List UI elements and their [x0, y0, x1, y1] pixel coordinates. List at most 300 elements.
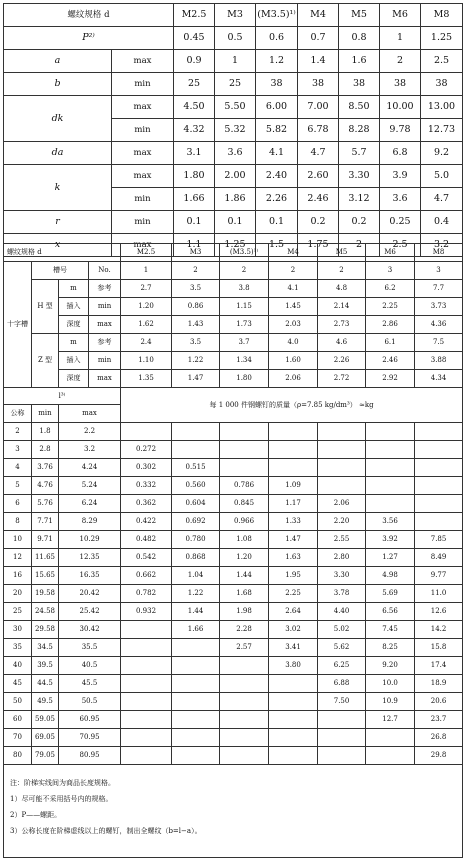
recess-value: 2.4: [121, 334, 172, 352]
value-cell: 1.66: [174, 188, 215, 211]
mass-value: [318, 459, 366, 477]
recess-row: [4, 370, 463, 388]
recess-value: 4.8: [318, 280, 366, 298]
length-max: 70.95: [59, 729, 121, 747]
slot-value: 2: [318, 262, 366, 280]
value-cell: 6.00: [256, 96, 298, 119]
mass-value: 5.62: [318, 639, 366, 657]
mass-value: 0.782: [121, 585, 172, 603]
mass-value: 8.25: [366, 639, 415, 657]
param-unit: min: [112, 119, 174, 142]
mass-value: 1.63: [269, 549, 318, 567]
value-cell: 1.80: [174, 165, 215, 188]
header-size: M8: [421, 4, 463, 27]
value-cell: 0.7: [298, 27, 339, 50]
value-cell: 2: [339, 234, 380, 257]
length-nominal: 40: [4, 657, 32, 675]
recess-value: 1.34: [220, 352, 269, 370]
recess-value: 1.43: [172, 316, 220, 334]
mass-value: 9.20: [366, 657, 415, 675]
mass-value: 0.542: [121, 549, 172, 567]
value-cell: 1.86: [215, 188, 256, 211]
value-cell: 38: [380, 73, 421, 96]
mass-value: 3.80: [269, 657, 318, 675]
header-size: M5: [339, 4, 380, 27]
param-symbol: a: [4, 50, 112, 73]
header-size: M2.5: [174, 4, 215, 27]
recess-value: 4.1: [269, 280, 318, 298]
mass-value: 9.77: [415, 567, 463, 585]
value-cell: 5.82: [256, 119, 298, 142]
value-cell: 4.32: [174, 119, 215, 142]
recess-value: 3.5: [172, 334, 220, 352]
length-min: 1.8: [32, 423, 59, 441]
mass-value: [269, 711, 318, 729]
value-cell: 1.4: [298, 50, 339, 73]
length-min: 15.65: [32, 567, 59, 585]
length-max: 2.2: [59, 423, 121, 441]
value-cell: 38: [421, 73, 463, 96]
mass-value: [269, 729, 318, 747]
table-row: [4, 27, 463, 50]
recess-value: 2.73: [318, 316, 366, 334]
value-cell: 0.6: [256, 27, 298, 50]
value-cell: 0.2: [339, 211, 380, 234]
recess-type: H 型: [32, 280, 59, 334]
length-nominal: 50: [4, 693, 32, 711]
mass-value: [172, 675, 220, 693]
value-cell: 2: [380, 50, 421, 73]
mass-value: [172, 729, 220, 747]
mass-value: 5.02: [318, 621, 366, 639]
mass-value: 0.932: [121, 603, 172, 621]
recess-value: 4.34: [415, 370, 463, 388]
recess-row: [4, 334, 463, 352]
mass-value: 1.33: [269, 513, 318, 531]
mass-value: 0.560: [172, 477, 220, 495]
length-max: 4.24: [59, 459, 121, 477]
value-cell: 1.1: [174, 234, 215, 257]
recess-value: 1.47: [172, 370, 220, 388]
param-unit: min: [112, 73, 174, 96]
mass-value: [121, 729, 172, 747]
recess-value: 4.0: [269, 334, 318, 352]
mass-value: 0.302: [121, 459, 172, 477]
recess-qual: 参考: [89, 334, 121, 352]
slot-value: 2: [172, 262, 220, 280]
recess-value: 0.86: [172, 298, 220, 316]
slot-label: 槽号: [32, 262, 89, 280]
mass-value: 12.6: [415, 603, 463, 621]
mass-value: [172, 693, 220, 711]
value-cell: 4.7: [421, 188, 463, 211]
length-nominal: 30: [4, 621, 32, 639]
mass-value: [121, 639, 172, 657]
length-row: [4, 513, 463, 531]
length-row: [4, 477, 463, 495]
recess-param: m: [59, 334, 89, 352]
recess-value: 6.1: [366, 334, 415, 352]
length-max: 45.5: [59, 675, 121, 693]
mass-value: 6.88: [318, 675, 366, 693]
slot-value: 3: [366, 262, 415, 280]
value-cell: 7.00: [298, 96, 339, 119]
mass-value: [318, 423, 366, 441]
recess-param: 深度: [59, 370, 89, 388]
value-cell: 38: [339, 73, 380, 96]
header-size: M4: [298, 4, 339, 27]
value-cell: 2.40: [256, 165, 298, 188]
length-row: [4, 621, 463, 639]
mass-value: [415, 477, 463, 495]
mass-value: [121, 693, 172, 711]
mass-value: 1.95: [269, 567, 318, 585]
mass-value: 0.515: [172, 459, 220, 477]
recess-row: [4, 316, 463, 334]
recess-value: 2.86: [366, 316, 415, 334]
recess-value: 1.15: [220, 298, 269, 316]
mass-value: [366, 495, 415, 513]
length-max: 3.2: [59, 441, 121, 459]
mass-value: 6.25: [318, 657, 366, 675]
group-label: 十字槽: [4, 316, 32, 334]
length-nominal: 45: [4, 675, 32, 693]
recess-param: 深度: [59, 316, 89, 334]
mass-value: 2.06: [318, 495, 366, 513]
length-min: 3.76: [32, 459, 59, 477]
recess-value: 1.22: [172, 352, 220, 370]
notes-cell: [4, 765, 463, 858]
mass-value: 0.780: [172, 531, 220, 549]
recess-value: 2.46: [366, 352, 415, 370]
mass-value: 0.786: [220, 477, 269, 495]
length-row: [4, 603, 463, 621]
recess-qual: min: [89, 352, 121, 370]
value-cell: 3.12: [339, 188, 380, 211]
value-cell: 3.6: [380, 188, 421, 211]
slot-unit: No.: [89, 262, 121, 280]
mass-value: 4.40: [318, 603, 366, 621]
mass-value: 0.868: [172, 549, 220, 567]
slot-value: 2: [220, 262, 269, 280]
mass-value: [415, 513, 463, 531]
length-max: 16.35: [59, 567, 121, 585]
header-size: (M3.5)¹⁾: [256, 4, 298, 27]
param-unit: max: [112, 142, 174, 165]
length-row: [4, 711, 463, 729]
length-row: [4, 459, 463, 477]
mass-value: [121, 621, 172, 639]
mass-value: 2.80: [318, 549, 366, 567]
value-cell: 0.25: [380, 211, 421, 234]
recess-value: 1.20: [121, 298, 172, 316]
mass-value: [220, 711, 269, 729]
value-cell: 5.7: [339, 142, 380, 165]
recess-value: 2.92: [366, 370, 415, 388]
mass-value: 3.78: [318, 585, 366, 603]
mass-value: [415, 423, 463, 441]
mass-value: 17.4: [415, 657, 463, 675]
mass-value: [366, 423, 415, 441]
table-row: [4, 73, 463, 96]
recess-value: 2.26: [318, 352, 366, 370]
mass-value: [172, 657, 220, 675]
value-cell: 13.00: [421, 96, 463, 119]
note-line: 注：阶梯实线间为商品长度规格。: [10, 779, 115, 787]
value-cell: 1.25: [421, 27, 463, 50]
mass-value: [415, 495, 463, 513]
group-label: [4, 334, 32, 352]
group-label: [4, 280, 32, 298]
mass-value: 26.8: [415, 729, 463, 747]
length-min: 7.71: [32, 513, 59, 531]
mass-value: [121, 675, 172, 693]
length-row: [4, 729, 463, 747]
recess-param: 插入: [59, 352, 89, 370]
nominal-label: 公称: [4, 405, 32, 423]
header-size: M6: [380, 4, 421, 27]
mass-value: 10.0: [366, 675, 415, 693]
slot-row: [4, 262, 463, 280]
value-cell: 0.9: [174, 50, 215, 73]
length-row: [4, 747, 463, 765]
mass-value: [269, 441, 318, 459]
mass-value: 23.7: [415, 711, 463, 729]
table-row: [4, 211, 463, 234]
length-min: 34.5: [32, 639, 59, 657]
length-max: 5.24: [59, 477, 121, 495]
value-cell: 4.1: [256, 142, 298, 165]
group-label: [4, 298, 32, 316]
value-cell: 10.00: [380, 96, 421, 119]
mass-value: 18.9: [415, 675, 463, 693]
mass-value: [220, 747, 269, 765]
dimension-table: [3, 3, 463, 257]
length-min: 4.76: [32, 477, 59, 495]
length-min: 79.05: [32, 747, 59, 765]
length-row: [4, 675, 463, 693]
mass-value: [269, 675, 318, 693]
value-cell: 9.78: [380, 119, 421, 142]
value-cell: 0.2: [298, 211, 339, 234]
mass-value: 29.8: [415, 747, 463, 765]
length-min: 49.5: [32, 693, 59, 711]
recess-value: 3.5: [172, 280, 220, 298]
length-min: 19.58: [32, 585, 59, 603]
length-min: 69.05: [32, 729, 59, 747]
value-cell: 0.1: [215, 211, 256, 234]
slot-value: 3: [415, 262, 463, 280]
mass-value: [121, 747, 172, 765]
mass-value: 3.30: [318, 567, 366, 585]
max-label: max: [59, 405, 121, 423]
mass-value: [269, 459, 318, 477]
mass-value: [172, 639, 220, 657]
value-cell: 4.50: [174, 96, 215, 119]
mass-value: 0.332: [121, 477, 172, 495]
mass-value: [318, 729, 366, 747]
value-cell: 1: [215, 50, 256, 73]
mass-value: 0.422: [121, 513, 172, 531]
length-max: 60.95: [59, 711, 121, 729]
mass-value: 2.64: [269, 603, 318, 621]
length-nominal: 25: [4, 603, 32, 621]
param-symbol: da: [4, 142, 112, 165]
value-cell: 38: [256, 73, 298, 96]
group-label: [4, 352, 32, 370]
mass-value: 12.7: [366, 711, 415, 729]
param-symbol: r: [4, 211, 112, 234]
param-symbol: x: [4, 234, 112, 257]
recess-value: 4.6: [318, 334, 366, 352]
recess-value: 7.7: [415, 280, 463, 298]
mass-value: [220, 459, 269, 477]
mass-value: 1.98: [220, 603, 269, 621]
mass-value: 1.44: [172, 603, 220, 621]
length-nominal: 10: [4, 531, 32, 549]
length-min: 24.58: [32, 603, 59, 621]
mass-value: 0.845: [220, 495, 269, 513]
table-row: [4, 165, 463, 188]
table-row: [4, 96, 463, 119]
slot-value: 2: [269, 262, 318, 280]
mass-value: 0.692: [172, 513, 220, 531]
mass-value: 0.482: [121, 531, 172, 549]
value-cell: 2.60: [298, 165, 339, 188]
value-cell: 0.1: [174, 211, 215, 234]
mass-value: 3.92: [366, 531, 415, 549]
recess-qual: min: [89, 298, 121, 316]
length-nominal: 2: [4, 423, 32, 441]
mass-value: 0.966: [220, 513, 269, 531]
mass-value: 0.362: [121, 495, 172, 513]
length-label: l³⁾: [4, 388, 121, 405]
recess-value: 2.03: [269, 316, 318, 334]
length-nominal: 35: [4, 639, 32, 657]
mass-value: 1.17: [269, 495, 318, 513]
recess-value: 4.36: [415, 316, 463, 334]
length-max: 20.42: [59, 585, 121, 603]
value-cell: 8.50: [339, 96, 380, 119]
mass-value: [121, 423, 172, 441]
length-row: [4, 423, 463, 441]
param-unit: max: [112, 234, 174, 257]
length-min: 5.76: [32, 495, 59, 513]
value-cell: 5.0: [421, 165, 463, 188]
length-min: 39.5: [32, 657, 59, 675]
recess-value: 2.06: [269, 370, 318, 388]
mass-value: [318, 441, 366, 459]
mass-value: [220, 423, 269, 441]
value-cell: 1.75: [298, 234, 339, 257]
recess-value: 6.2: [366, 280, 415, 298]
length-nominal: 80: [4, 747, 32, 765]
length-min: 2.8: [32, 441, 59, 459]
mass-value: 6.56: [366, 603, 415, 621]
mass-value: 4.98: [366, 567, 415, 585]
mass-value: [366, 477, 415, 495]
length-max: 10.29: [59, 531, 121, 549]
mass-value: 7.50: [318, 693, 366, 711]
value-cell: 1.6: [339, 50, 380, 73]
mass-value: 3.41: [269, 639, 318, 657]
value-cell: 5.50: [215, 96, 256, 119]
mass-value: [366, 459, 415, 477]
mass-value: 2.57: [220, 639, 269, 657]
length-max: 30.42: [59, 621, 121, 639]
value-cell: 3.1: [174, 142, 215, 165]
note-line: 1）尽可能不采用括号内的规格。: [10, 795, 113, 803]
value-cell: 5.32: [215, 119, 256, 142]
recess-qual: max: [89, 370, 121, 388]
group-label: [4, 370, 32, 388]
value-cell: 1.5: [256, 234, 298, 257]
length-max: 50.5: [59, 693, 121, 711]
length-nominal: 3: [4, 441, 32, 459]
recess-param: m: [59, 280, 89, 298]
mass-value: [366, 441, 415, 459]
mass-value: 3.02: [269, 621, 318, 639]
mass-value: [318, 477, 366, 495]
mass-value: 1.09: [269, 477, 318, 495]
mass-value: 1.08: [220, 531, 269, 549]
header-size: M4: [269, 244, 318, 262]
mass-value: [366, 747, 415, 765]
length-row: [4, 693, 463, 711]
value-cell: 2.5: [421, 50, 463, 73]
length-max: 6.24: [59, 495, 121, 513]
slot-value: 1: [121, 262, 172, 280]
recess-value: 2.14: [318, 298, 366, 316]
mass-value: 2.20: [318, 513, 366, 531]
mass-value: 1.20: [220, 549, 269, 567]
recess-mass-table: [3, 243, 463, 858]
recess-row: [4, 298, 463, 316]
param-unit: min: [112, 188, 174, 211]
length-nominal: 20: [4, 585, 32, 603]
mass-value: [172, 711, 220, 729]
recess-value: 3.8: [220, 280, 269, 298]
recess-row: [4, 280, 463, 298]
mass-value: [121, 711, 172, 729]
value-cell: 9.2: [421, 142, 463, 165]
param-unit: min: [112, 211, 174, 234]
value-cell: 1.2: [256, 50, 298, 73]
mass-value: 1.27: [366, 549, 415, 567]
length-min: 11.65: [32, 549, 59, 567]
mass-value: 7.85: [415, 531, 463, 549]
recess-qual: max: [89, 316, 121, 334]
mass-value: 7.45: [366, 621, 415, 639]
value-cell: 2.26: [256, 188, 298, 211]
length-max: 35.5: [59, 639, 121, 657]
note-line: 2）P——螺距。: [10, 811, 62, 819]
mass-value: [172, 441, 220, 459]
length-row: [4, 639, 463, 657]
mass-value: 1.68: [220, 585, 269, 603]
param-unit: max: [112, 96, 174, 119]
length-min: 59.05: [32, 711, 59, 729]
value-cell: 0.45: [174, 27, 215, 50]
mass-value: 2.55: [318, 531, 366, 549]
mass-value: 1.47: [269, 531, 318, 549]
value-cell: 2.46: [298, 188, 339, 211]
length-min: 29.58: [32, 621, 59, 639]
recess-value: 3.73: [415, 298, 463, 316]
header-size: M6: [366, 244, 415, 262]
value-cell: 6.8: [380, 142, 421, 165]
mass-value: 15.8: [415, 639, 463, 657]
